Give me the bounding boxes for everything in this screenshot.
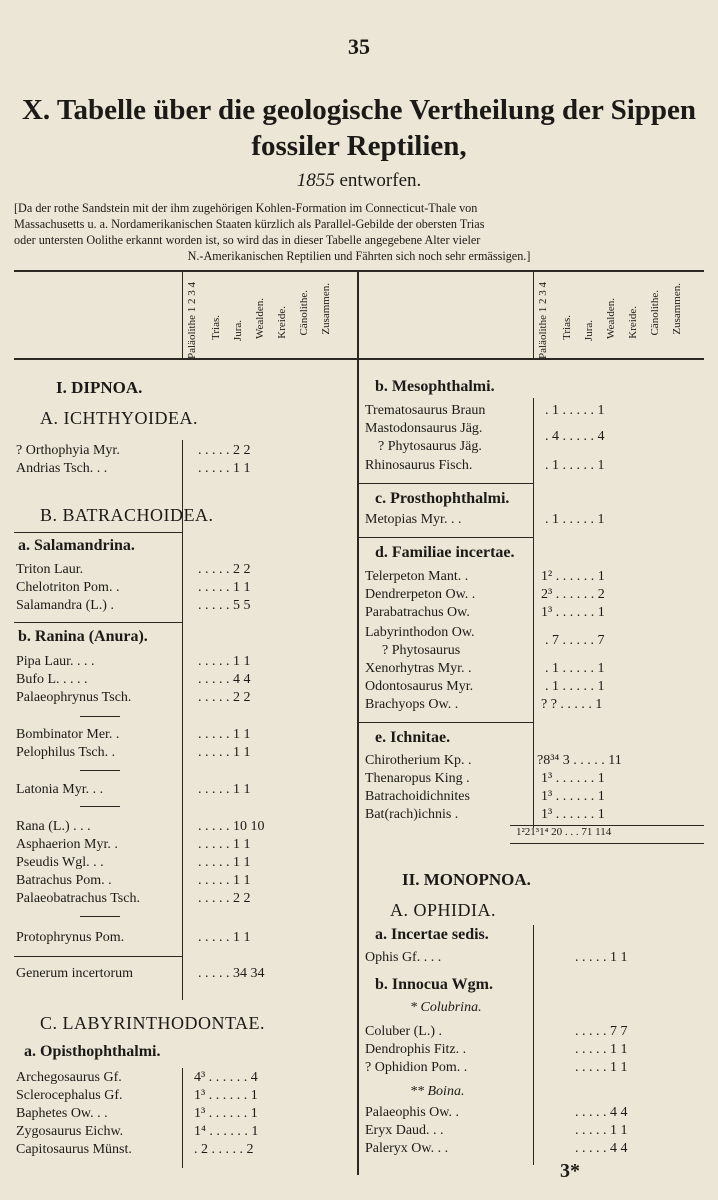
taxon-row: Protophrynus Pom. [16, 930, 125, 945]
left-header-divider [182, 272, 183, 358]
taxon-values: . 1 . . . . . 1 [545, 512, 605, 527]
taxon-row: Telerpeton Mant. . [365, 569, 469, 584]
taxon-row: ? Phytosaurus Jäg. [378, 439, 482, 454]
table-title-line2: fossiler Reptilien, [251, 130, 467, 162]
taxon-values: 1³ . . . . . . 1 [541, 789, 605, 804]
page-number: 35 [348, 34, 370, 59]
header-jura-right: Jura. [583, 320, 595, 342]
header-palaeolithe-right: Paläolithe 1 2 3 4 [537, 282, 549, 359]
taxon-row: Andrias Tsch. . . [16, 461, 108, 476]
taxon-row: Mastodonsaurus Jäg. [365, 421, 483, 436]
taxon-row: Triton Laur. [16, 562, 84, 577]
header-bottom-rule [14, 358, 704, 360]
taxon-values: . 2 . . . . . 2 [194, 1142, 254, 1157]
taxon-row: Capitosaurus Münst. [16, 1142, 132, 1157]
short-rule [80, 806, 120, 807]
header-trias-right: Trias. [561, 315, 573, 340]
subgroup-mesophthalmi: b. Mesophthalmi. [375, 378, 495, 395]
taxon-row: Salamandra (L.) . [16, 598, 114, 613]
taxon-row: Thenaropus King . [365, 771, 470, 786]
taxon-values: . . . . . 2 2 [198, 443, 251, 458]
taxon-row: Pseudis Wgl. . . [16, 855, 104, 870]
taxon-values: . . . . . 1 1 [198, 727, 251, 742]
section-dipnoa: I. DIPNOA. [56, 378, 143, 397]
taxon-values: . . . . . 5 5 [198, 598, 251, 613]
taxon-values: . 4 . . . . . 4 [545, 429, 605, 444]
taxon-values: . . . . . 10 10 [198, 819, 265, 834]
taxon-values: . . . . . 4 4 [575, 1105, 628, 1120]
taxon-values: . . . . . 1 1 [198, 930, 251, 945]
taxon-row: Baphetes Ow. . . [16, 1106, 108, 1121]
taxon-row: Ophis Gf. . . . [365, 950, 442, 965]
taxon-values: . 1 . . . . . 1 [545, 661, 605, 676]
note-line: N.-Amerikanischen Reptilien und Fährten sich noch sehr ermässigen.] [187, 249, 531, 263]
taxon-values: 1³ . . . . . . 1 [194, 1106, 258, 1121]
total-values: 1²21³1⁴ 20 . . . 71 114 [516, 826, 612, 838]
taxon-values: 4³ . . . . . . 4 [194, 1070, 258, 1085]
subgroup-opisthophthalmi: a. Opisthophthalmi. [24, 1043, 161, 1060]
taxon-row: ? Ophidion Pom. . [365, 1060, 468, 1075]
taxon-values: . . . . . 4 4 [198, 672, 251, 687]
taxon-values: . 7 . . . . . 7 [545, 633, 605, 648]
signature-mark: 3* [560, 1160, 580, 1182]
taxon-row: Batrachus Pom. . [16, 873, 112, 888]
taxon-row: Batrachoidichnites [365, 789, 470, 804]
group-ichthyoidea: A. ICHTHYOIDEA. [40, 408, 198, 428]
taxon-row: Odontosaurus Myr. [365, 679, 474, 694]
taxon-values: 2³ . . . . . . 2 [541, 587, 605, 602]
taxon-values: . . . . . 4 4 [575, 1141, 628, 1156]
taxon-row: Metopias Myr. . . [365, 512, 462, 527]
subgroup-rule [359, 722, 533, 723]
taxon-row: Bufo L. . . . . [16, 672, 88, 687]
taxon-values: 1³ . . . . . . 1 [541, 605, 605, 620]
taxon-row: Chelotriton Pom. . [16, 580, 120, 595]
taxon-values: . . . . . 34 34 [198, 966, 265, 981]
right-header-divider [533, 272, 534, 358]
taxon-values: 1³ . . . . . . 1 [194, 1088, 258, 1103]
taxon-values: . . . . . 1 1 [198, 745, 251, 760]
taxon-row: Pipa Laur. . . . [16, 654, 95, 669]
taxon-row: Bat(rach)ichnis . [365, 807, 459, 822]
subgroup-rule [14, 622, 182, 623]
header-zusammen-right: Zusammen. [671, 283, 683, 335]
taxon-values: . . . . . 2 2 [198, 891, 251, 906]
subgroup-rule [359, 537, 533, 538]
left-values-divider-2 [182, 1068, 183, 1168]
right-values-divider [533, 398, 534, 828]
taxon-values: . . . . . 2 2 [198, 562, 251, 577]
header-kreide-right: Kreide. [627, 306, 639, 339]
taxon-row: Paleryx Ow. . . [365, 1141, 449, 1156]
subgroup-innocua: b. Innocua Wgm. [375, 976, 493, 993]
taxon-row: Chirotherium Kp. . [365, 753, 472, 768]
short-rule [80, 916, 120, 917]
taxon-values: ?8³⁴ 3 . . . . . 11 [537, 753, 622, 768]
subgroup-rule [14, 532, 182, 533]
taxon-row: Eryx Daud. . . [365, 1123, 444, 1138]
taxon-row: Brachyops Ow. . [365, 697, 459, 712]
header-wealden-right: Wealden. [605, 298, 617, 339]
taxon-row: Bombinator Mer. . [16, 727, 120, 742]
table-title-line1: X. Tabelle über die geologische Vertheilung der Sippen [21, 94, 697, 126]
header-trias: Trias. [210, 315, 222, 340]
total-rule-bottom [510, 843, 704, 844]
taxon-values: . . . . . 1 1 [198, 873, 251, 888]
header-jura: Jura. [232, 320, 244, 342]
taxon-row: Dendrophis Fitz. . [365, 1042, 467, 1057]
taxon-row: Labyrinthodon Ow. [365, 625, 475, 640]
taxon-row: Xenorhytras Myr. . [365, 661, 472, 676]
taxon-values: . . . . . 1 1 [575, 1123, 628, 1138]
taxon-values: . . . . . 1 1 [198, 580, 251, 595]
header-zusammen: Zusammen. [320, 283, 332, 335]
taxon-values: . . . . . 1 1 [575, 1060, 628, 1075]
right-values-divider-2 [533, 925, 534, 1165]
taxon-values: . . . . . 1 1 [575, 950, 628, 965]
note-line: [Da der rothe Sandstein mit der ihm zugehörigen Kohlen-Formation im Connecticut-Thale von [14, 201, 478, 215]
header-canolithe-right: Cänolithe. [649, 290, 661, 336]
taxon-values: . . . . . 1 1 [198, 837, 251, 852]
subgroup-incertae-sedis: a. Incertae sedis. [375, 926, 489, 943]
taxon-row: Latonia Myr. . . [16, 782, 104, 797]
short-rule [80, 770, 120, 771]
taxon-row: Rhinosaurus Fisch. [365, 458, 473, 473]
taxon-row: Rana (L.) . . . [16, 819, 91, 834]
taxon-row: ? Phytosaurus [382, 643, 461, 658]
taxon-values: . . . . . 1 1 [198, 461, 251, 476]
taxon-row: Palaeophis Ow. . [365, 1105, 459, 1120]
short-rule [80, 716, 120, 717]
taxon-values: 1² . . . . . . 1 [541, 569, 605, 584]
note-line: oder untersten Oolithe erkannt worden ist, so wird das in dieser Tabelle angegebene Alter vieler [14, 233, 481, 247]
taxon-row: Dendrerpeton Ow. . [365, 587, 476, 602]
taxon-values: . . . . . 7 7 [575, 1024, 628, 1039]
taxon-values: . . . . . 1 1 [198, 654, 251, 669]
taxon-row: Palaeophrynus Tsch. [16, 690, 132, 705]
subgroup-salamandrina: a. Salamandrina. [18, 537, 135, 554]
table-top-rule [14, 270, 704, 272]
taxon-row: Trematosaurus Braun [365, 403, 486, 418]
group-ophidia: A. OPHIDIA. [390, 900, 496, 920]
header-wealden: Wealden. [254, 298, 266, 339]
taxon-row: Pelophilus Tsch. . [16, 745, 116, 760]
group-batrachoidea: B. BATRACHOIDEA. [40, 505, 214, 525]
taxon-values: ? ? . . . . . 1 [541, 697, 603, 712]
taxon-row: Coluber (L.) . [365, 1024, 442, 1039]
taxon-row: Generum incertorum [16, 966, 134, 981]
subtitle-rest: entworfen. [339, 170, 422, 191]
group-labyrinthodontae: C. LABYRINTHODONTAE. [40, 1013, 266, 1033]
taxon-values: 1³ . . . . . . 1 [541, 771, 605, 786]
tribe-colubrina: * Colubrina. [410, 1000, 482, 1015]
note-line: Massachusetts u. a. Nordamerikanischen Staaten kürzlich als Parallel-Gebilde der obersten Trias [14, 217, 485, 231]
subgroup-ranina: b. Ranina (Anura). [18, 628, 148, 645]
header-palaeolithe: Paläolithe 1 2 3 4 [186, 282, 198, 359]
taxon-row: Zygosaurus Eichw. [16, 1124, 124, 1139]
taxon-values: . 1 . . . . . 1 [545, 679, 605, 694]
taxon-values: 1³ . . . . . . 1 [541, 807, 605, 822]
taxon-values: . . . . . 2 2 [198, 690, 251, 705]
subtitle [0, 170, 718, 192]
taxon-row: Sclerocephalus Gf. [16, 1088, 123, 1103]
taxon-values: . . . . . 1 1 [198, 782, 251, 797]
taxon-row: Parabatrachus Ow. [365, 605, 470, 620]
subgroup-prosthophthalmi: c. Prosthophthalmi. [375, 490, 510, 507]
header-canolithe: Cänolithe. [298, 290, 310, 336]
taxon-row: Archegosaurus Gf. [16, 1070, 122, 1085]
taxon-values: 1⁴ . . . . . . 1 [194, 1124, 259, 1139]
taxon-row: Asphaerion Myr. . [16, 837, 118, 852]
header-kreide: Kreide. [276, 306, 288, 339]
taxon-row: Palaeobatrachus Tsch. [16, 891, 140, 906]
subgroup-ichnitae: e. Ichnitae. [375, 729, 451, 746]
subgroup-rule [14, 956, 182, 957]
taxon-values: . 1 . . . . . 1 [545, 403, 605, 418]
section-monopnoa: II. MONOPNOA. [402, 870, 531, 889]
taxon-values: . . . . . 1 1 [575, 1042, 628, 1057]
taxon-values: . 1 . . . . . 1 [545, 458, 605, 473]
taxon-values: . . . . . 1 1 [198, 855, 251, 870]
taxon-row: ? Orthophyia Myr. [16, 443, 120, 458]
tribe-boina: ** Boina. [410, 1084, 465, 1099]
editorial-note [14, 200, 704, 264]
subgroup-familiae-incertae: d. Familiae incertae. [375, 544, 515, 561]
subtitle-year: 1855 [296, 170, 335, 191]
subgroup-rule [359, 483, 533, 484]
